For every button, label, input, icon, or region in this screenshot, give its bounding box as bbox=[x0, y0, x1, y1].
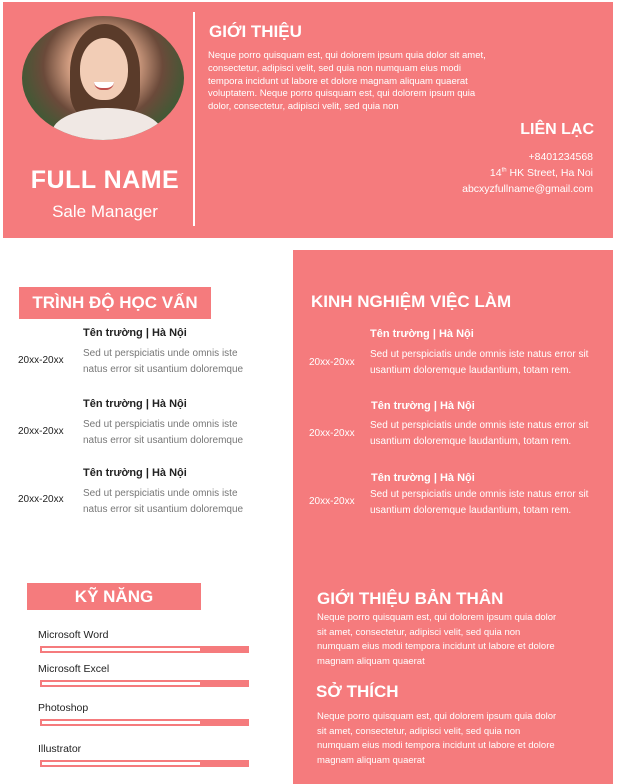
education-desc: Sed ut perspiciatis unde omnis iste natus error sit usantium doloremque bbox=[83, 348, 244, 375]
skill-label: Illustrator bbox=[38, 743, 82, 755]
about-heading: GIỚI THIỆU BẢN THÂN bbox=[317, 589, 504, 608]
skill-bar bbox=[40, 760, 249, 767]
skill-label: Microsoft Excel bbox=[38, 663, 110, 675]
experience-place: Tên trường | Hà Nội bbox=[371, 400, 475, 412]
address-number: 14 bbox=[489, 167, 502, 179]
experience-date: 20xx-20xx bbox=[309, 428, 355, 439]
skill-label: Microsoft Word bbox=[38, 629, 109, 641]
skill-bar bbox=[40, 680, 249, 687]
skills-heading: KỸ NĂNG bbox=[27, 583, 201, 610]
contact-address bbox=[380, 167, 593, 179]
experience-desc: Sed ut perspiciatis unde omnis iste natus error sit usantium doloremque laudantium, totam rem. bbox=[370, 420, 589, 447]
full-name: FULL NAME bbox=[30, 166, 180, 194]
skill-fill bbox=[42, 762, 200, 765]
contact-phone: +8401234568 bbox=[528, 151, 593, 163]
hobbies-text: Neque porro quisquam est, qui dolorem ipsum quia dolor sit amet, consectetur, adipisci velit, sed quia non numquam eius modi tempora incidunt ut labore et dolore magnam aliquam quaerat bbox=[317, 711, 557, 766]
skill-fill bbox=[42, 648, 200, 651]
intro-heading: GIỚI THIỆU bbox=[209, 22, 302, 41]
job-title: Sale Manager bbox=[52, 202, 158, 221]
education-desc: Sed ut perspiciatis unde omnis iste natus error sit usantium doloremque bbox=[83, 419, 244, 446]
skill-fill bbox=[42, 682, 200, 685]
education-school: Tên trường | Hà Nội bbox=[83, 467, 187, 479]
experience-place: Tên trường | Hà Nội bbox=[371, 472, 475, 484]
experience-date: 20xx-20xx bbox=[309, 357, 355, 368]
header-divider bbox=[193, 12, 195, 226]
experience-heading: KINH NGHIỆM VIỆC LÀM bbox=[311, 292, 512, 311]
education-heading: TRÌNH ĐỘ HỌC VẤN bbox=[19, 287, 211, 319]
experience-desc: Sed ut perspiciatis unde omnis iste natus error sit usantium doloremque laudantium, totam rem. bbox=[370, 489, 589, 516]
hobbies-heading: SỞ THÍCH bbox=[316, 682, 399, 701]
education-date: 20xx-20xx bbox=[18, 494, 64, 505]
education-date: 20xx-20xx bbox=[18, 355, 64, 366]
education-school: Tên trường | Hà Nội bbox=[83, 398, 187, 410]
address-suffix: th bbox=[501, 167, 507, 174]
experience-place: Tên trường | Hà Nội bbox=[370, 328, 474, 340]
photo-face bbox=[80, 38, 128, 100]
experience-desc: Sed ut perspiciatis unde omnis iste natus error sit usantium doloremque laudantium, totam rem. bbox=[370, 349, 589, 376]
education-desc: Sed ut perspiciatis unde omnis iste natus error sit usantium doloremque bbox=[83, 488, 244, 515]
education-date: 20xx-20xx bbox=[18, 426, 64, 437]
photo-shirt bbox=[52, 108, 162, 140]
experience-date: 20xx-20xx bbox=[309, 496, 355, 507]
skill-bar bbox=[40, 646, 249, 653]
address-street: HK Street, Ha Noi bbox=[506, 167, 593, 179]
contact-heading: LIÊN LẠC bbox=[520, 121, 594, 138]
skill-bar bbox=[40, 719, 249, 726]
skill-label: Photoshop bbox=[38, 702, 89, 714]
profile-photo bbox=[22, 16, 184, 140]
education-school: Tên trường | Hà Nội bbox=[83, 327, 187, 339]
about-text: Neque porro quisquam est, qui dolorem ipsum quia dolor sit amet, consectetur, adipisci velit, sed quia non numquam eius modi tempora incidunt ut labore et dolore magnam aliquam quaerat bbox=[317, 612, 557, 667]
contact-email: abcxyzfullname@gmail.com bbox=[462, 183, 593, 195]
intro-text: Neque porro quisquam est, qui dolorem ipsum quia dolor sit amet, consectetur, adipisci velit, sed quia non numquam eius modi tempora incidunt ut labore et dolore magnam aliquam quaerat voluptatem. Neque porro quisquam est, qui dolorem ipsum quia dolor, consectetur, adipisci velit, sed quia non bbox=[208, 50, 486, 113]
skill-fill bbox=[42, 721, 200, 724]
